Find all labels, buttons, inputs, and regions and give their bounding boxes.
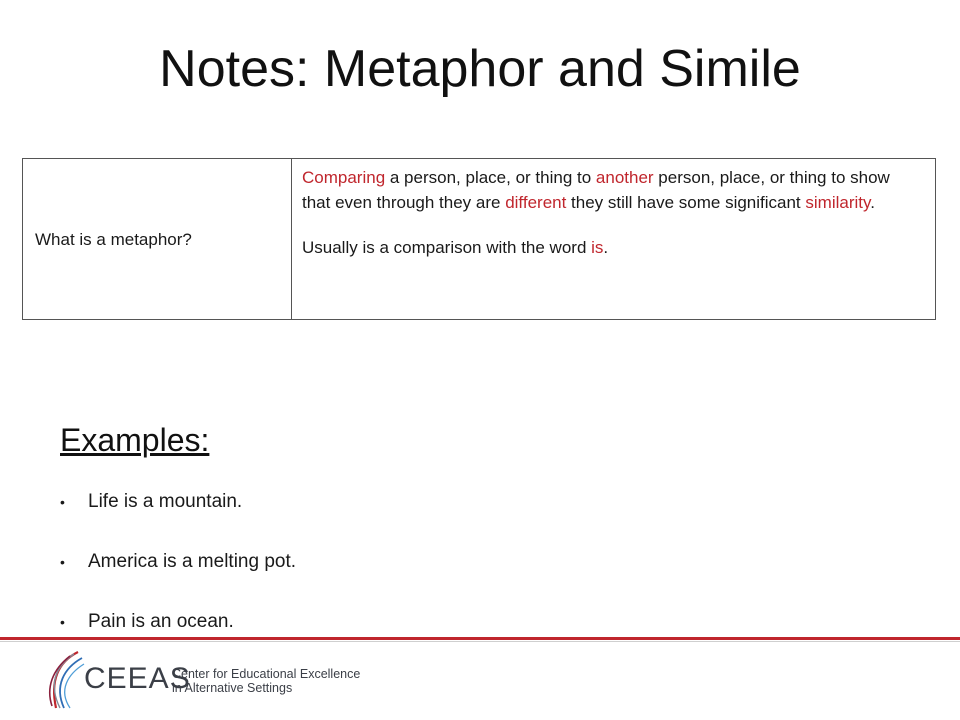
question-text: What is a metaphor? (35, 229, 192, 249)
bullet-icon: • (60, 494, 65, 510)
answer-segment: Comparing (302, 168, 386, 187)
list-item (60, 484, 660, 544)
answer-segment: similarity (805, 193, 871, 212)
answer-segment: different (505, 193, 567, 212)
answer-segment: another (595, 168, 654, 187)
bullet-icon: • (60, 614, 65, 630)
example-text: America is a melting pot. (88, 551, 297, 572)
logo-tagline (172, 667, 360, 695)
answer-segment: Usually is a comparison with the word (302, 238, 592, 257)
definition-table (22, 158, 936, 320)
examples-heading: Examples: (60, 422, 210, 458)
answer-segment: . (603, 238, 609, 257)
answer-segment: is (591, 238, 604, 257)
swoosh-icon (44, 648, 88, 712)
answer-segment: they still have some significant (566, 193, 806, 212)
logo-wordmark: CEEAS (84, 662, 191, 695)
answer-line-1 (302, 165, 921, 215)
ceeas-logo (44, 648, 364, 712)
list-item (60, 544, 660, 604)
question-cell (23, 159, 292, 320)
example-text: Life is a mountain. (88, 491, 243, 512)
bullet-icon: • (60, 554, 65, 570)
logo-tagline-line-1: Center for Educational Excellence (172, 667, 361, 681)
example-text: Pain is an ocean. (88, 611, 234, 632)
footer-divider-gray (0, 641, 960, 642)
footer-divider-red (0, 637, 960, 640)
answer-segment: a person, place, or thing to (385, 168, 596, 187)
table-row (23, 159, 936, 320)
answer-segment: person, place, or thing to show that even through they are (302, 168, 890, 212)
slide-title: Notes: Metaphor and Simile (159, 40, 801, 98)
logo-tagline-line-2: in Alternative Settings (172, 681, 293, 695)
answer-cell (292, 159, 936, 320)
answer-line-2 (302, 235, 921, 260)
answer-segment: . (870, 193, 875, 212)
